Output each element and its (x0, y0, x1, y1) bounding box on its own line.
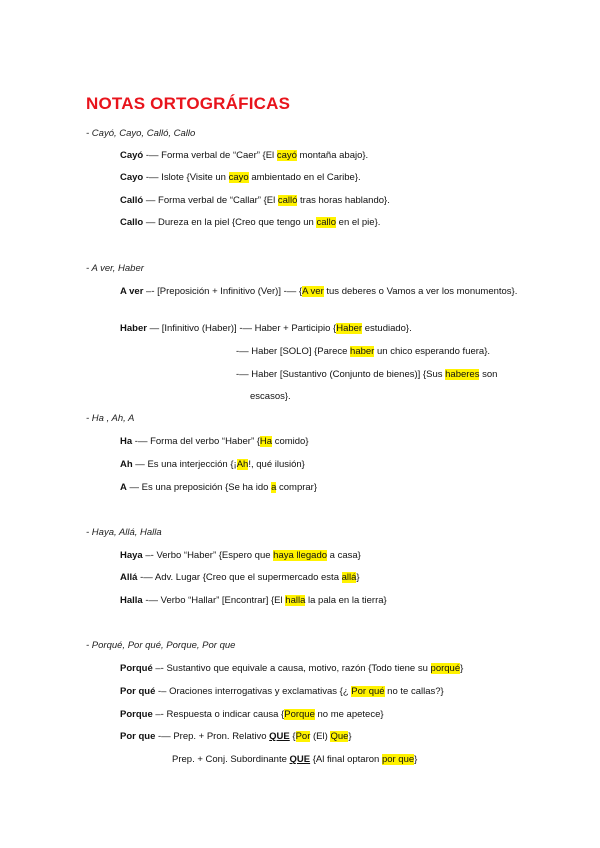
term-label: Allá (120, 572, 138, 583)
term-label: A ver (120, 286, 144, 297)
highlighted-example: cayó (276, 150, 297, 161)
highlighted-example: Haber (336, 323, 363, 334)
term-label: Ha (120, 436, 133, 447)
underlined-keyword: QUE (269, 731, 290, 742)
highlighted-example: Que (330, 731, 349, 742)
term-label: A (120, 482, 127, 493)
note-text: -— Islote {Visite un (143, 172, 229, 183)
note-text: –- Sustantivo que equivale a causa, motivo, razón {Todo tiene su (152, 663, 431, 674)
note-line (120, 148, 368, 164)
note-text: !, qué ilusión} (248, 459, 305, 470)
section-heading: - Haya, Allá, Halla (86, 527, 162, 538)
note-text: — Dureza en la piel {Creo que tengo un (143, 217, 317, 228)
highlighted-example: Ha (259, 436, 273, 447)
term-label: Haya (120, 550, 143, 561)
term-label: Cayo (120, 172, 144, 183)
term-label: Haber (120, 323, 147, 334)
term-label: Ah (120, 459, 133, 470)
note-text: -— Forma del verbo “Haber” { (132, 436, 260, 447)
note-text: escasos}. (250, 391, 291, 402)
note-text: montaña abajo}. (296, 150, 369, 161)
highlighted-example: A ver (302, 286, 324, 297)
note-text: { (289, 731, 296, 742)
note-text: {Al final optaron (310, 754, 382, 765)
term-label: Calló (120, 195, 144, 206)
note-text: -— Adv. Lugar {Creo que el supermercado esta (137, 572, 342, 583)
highlighted-example: halla (285, 595, 306, 606)
note-line (120, 193, 390, 209)
section-heading: - Cayó, Cayo, Calló, Callo (86, 128, 196, 139)
note-text: tus deberes o Vamos a ver los monumentos}. (323, 286, 518, 297)
page-title: NOTAS ORTOGRÁFICAS (86, 94, 291, 113)
note-text: estudiado}. (362, 323, 412, 334)
note-line (120, 707, 384, 723)
note-text: -— Verbo “Hallar” [Encontrar] {El (142, 595, 286, 606)
note-line (120, 284, 520, 300)
note-text: –- Respuesta o indicar causa { (152, 709, 285, 720)
note-text: –- [Preposición + Infinitivo (Ver)] -— { (143, 286, 303, 297)
note-line (236, 344, 490, 360)
note-line (120, 321, 412, 337)
highlighted-example: cayo (228, 172, 249, 183)
note-text: la pala en la tierra} (305, 595, 387, 606)
highlighted-example: Por qué (351, 686, 385, 697)
note-line (120, 480, 317, 496)
note-line (120, 548, 361, 564)
term-label: Cayó (120, 150, 144, 161)
note-text: tras horas hablando}. (297, 195, 390, 206)
note-line (120, 661, 463, 677)
term-label: Porque (120, 709, 153, 720)
note-text: } (414, 754, 418, 765)
note-text: un chico esperando fuera}. (374, 346, 491, 357)
highlighted-example: haberes (445, 369, 480, 380)
highlighted-example: Porque (284, 709, 315, 720)
note-line (120, 170, 361, 186)
highlighted-example: Por (295, 731, 311, 742)
section-heading: - A ver, Haber (86, 263, 144, 274)
underlined-keyword: QUE (289, 754, 311, 765)
note-line (250, 389, 291, 405)
note-text: -— Haber [Sustantivo (Conjunto de bienes)] {Sus (236, 369, 446, 380)
note-text: -— Forma verbal de “Caer” {El (143, 150, 277, 161)
note-line (120, 434, 309, 450)
term-label: Por que (120, 731, 156, 742)
note-line (120, 684, 444, 700)
note-text: comido} (272, 436, 309, 447)
note-text: Prep. + Conj. Subordinante (172, 754, 290, 765)
note-text: comprar} (276, 482, 318, 493)
note-text: (El) (310, 731, 331, 742)
note-line (236, 367, 497, 383)
note-text: -— Prep. + Pron. Relativo (155, 731, 270, 742)
note-text: } (348, 731, 352, 742)
term-label: Halla (120, 595, 143, 606)
highlighted-example: allá (341, 572, 357, 583)
note-text: no me apetece} (314, 709, 384, 720)
term-label: Por qué (120, 686, 156, 697)
term-label: Porqué (120, 663, 153, 674)
note-text: –- Verbo “Haber” {Espero que (142, 550, 274, 561)
highlighted-example: callo (316, 217, 337, 228)
highlighted-example: por que (381, 754, 415, 765)
note-line (172, 752, 417, 768)
note-text: — Forma verbal de “Callar” {El (143, 195, 278, 206)
note-line (120, 593, 387, 609)
note-text: } (356, 572, 360, 583)
section-heading: - Porqué, Por qué, Porque, Por que (86, 640, 236, 651)
highlighted-example: Ah (236, 459, 249, 470)
highlighted-example: haya llegado (273, 550, 328, 561)
note-text: son (479, 369, 498, 380)
note-text: en el pie}. (336, 217, 381, 228)
note-text: ambientado en el Caribe}. (248, 172, 361, 183)
highlighted-example: a (271, 482, 277, 493)
note-text: a casa} (327, 550, 361, 561)
note-text: — [Infinitivo (Haber)] -— Haber + Participio { (146, 323, 337, 334)
highlighted-example: porqué (430, 663, 461, 674)
note-line (120, 570, 360, 586)
highlighted-example: calló (277, 195, 298, 206)
note-text: -– Oraciones interrogativas y exclamativas {¿ (155, 686, 352, 697)
note-line (120, 457, 305, 473)
highlighted-example: haber (350, 346, 375, 357)
note-text: -— Haber [SOLO] {Parece (236, 346, 351, 357)
note-line (120, 729, 352, 745)
note-text: — Es una preposición {Se ha ido (126, 482, 272, 493)
term-label: Callo (120, 217, 144, 228)
note-line (120, 215, 380, 231)
note-text: no te callas?} (384, 686, 444, 697)
note-text: — Es una interjección {¡ (132, 459, 237, 470)
note-text: } (460, 663, 464, 674)
section-heading: - Ha , Ah, A (86, 413, 135, 424)
